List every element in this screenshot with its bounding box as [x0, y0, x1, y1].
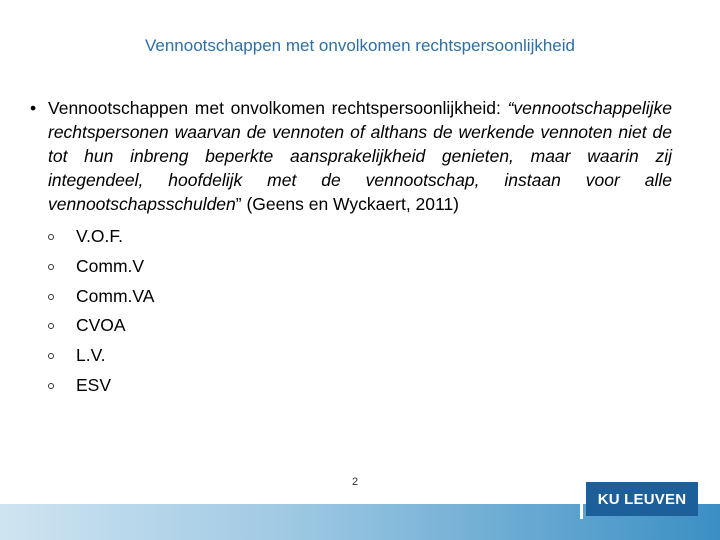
list-item-label: Comm.V	[76, 255, 145, 276]
list-item-label: L.V.	[76, 345, 106, 366]
company-types-list	[30, 222, 672, 401]
list-item-label: CVOA	[76, 315, 126, 336]
definition-paragraph	[48, 96, 672, 216]
circle-bullet-icon	[48, 353, 54, 359]
ku-leuven-logo: KU LEUVEN	[586, 482, 698, 516]
list-item-label: V.O.F.	[76, 226, 124, 246]
list-item	[48, 282, 672, 312]
list-item-label: ESV	[76, 374, 112, 395]
list-item	[48, 371, 672, 401]
list-item-label: Comm.VA	[76, 285, 155, 306]
list-item	[48, 222, 672, 252]
list-item	[48, 311, 672, 341]
circle-bullet-icon	[48, 234, 54, 240]
definition-quote: “vennootschappelijke rechtspersonen waarvan de vennoten of althans de werkende vennoten niet de tot hun inbreng beperkte aansprakelijkheid genieten, maar waarin zij integendeel, hoofdelijk met de vennootschap, instaan voor alle vennootschapsschulden	[48, 98, 672, 214]
slide-title: Vennootschappen met onvolkomen rechtspersoonlijkheid	[145, 36, 575, 55]
definition-source: ” (Geens en Wyckaert, 2011)	[235, 194, 460, 214]
circle-bullet-icon	[48, 383, 54, 389]
circle-bullet-icon	[48, 323, 54, 329]
slide-content	[30, 96, 672, 401]
page-number: 2	[352, 476, 359, 488]
list-item	[48, 341, 672, 371]
bullet-dot-icon: •	[30, 98, 37, 118]
main-bullet	[30, 96, 672, 216]
circle-bullet-icon	[48, 294, 54, 300]
list-item	[48, 252, 672, 282]
definition-intro: Vennootschappen met onvolkomen rechtspersoonlijkheid:	[48, 98, 501, 118]
circle-bullet-icon	[48, 264, 54, 270]
